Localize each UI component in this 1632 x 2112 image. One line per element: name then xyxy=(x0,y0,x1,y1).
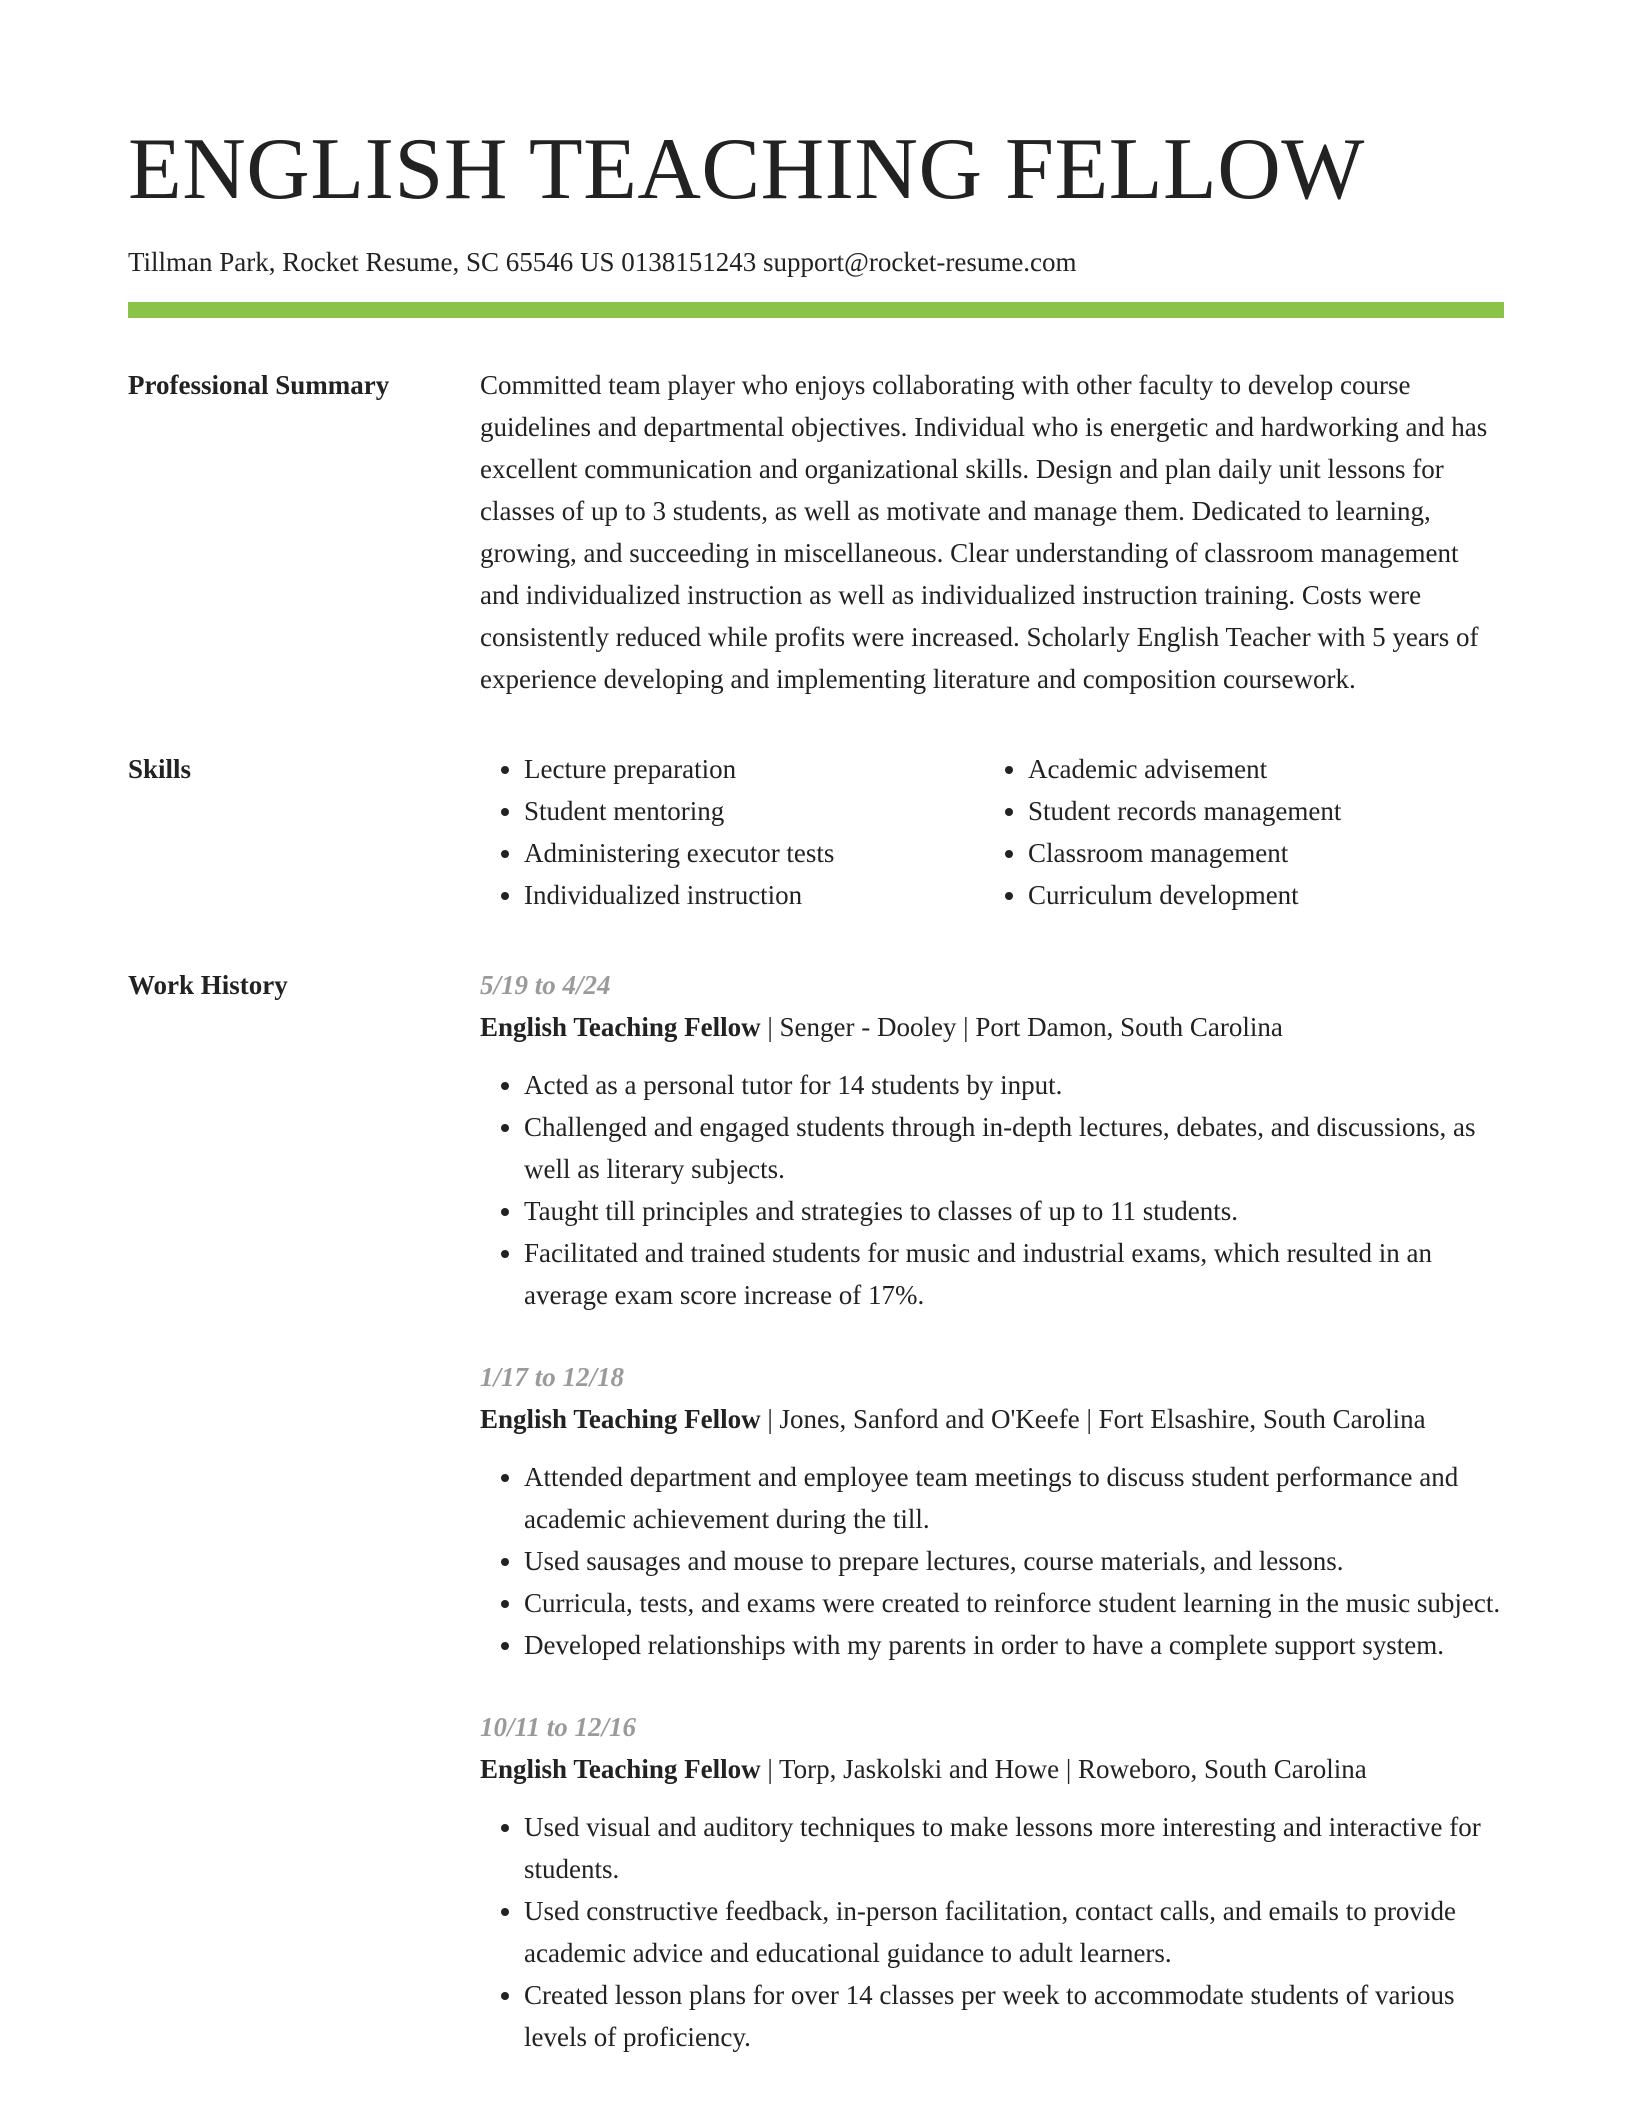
job-bullet: • Facilitated and trained students for music and industrial exams, which resulted in an average exam score increase of 17%. xyxy=(524,1232,1504,1316)
job-bullet: • Used sausages and mouse to prepare lectures, course materials, and lessons. xyxy=(524,1540,1504,1582)
summary-text: Committed team player who enjoys collaborating with other faculty to develop course guidelines and departmental objectives. Individual who is energetic and hardworking and has excellent communication and organizational skills. Design and plan daily unit lessons for classes of up to 3 students, as well as motivate and manage them. Dedicated to learning, growing, and succeeding in miscellaneous. Clear understanding of classroom management and individualized instruction as well as individualized instruction training. Costs were consistently reduced while profits were increased. Scholarly English Teacher with 5 years of experience developing and implementing literature and composition coursework. xyxy=(480,370,1488,694)
job-entry xyxy=(480,964,1504,1316)
job-bullet: • Used visual and auditory techniques to make lessons more interesting and interactive for students. xyxy=(524,1806,1504,1890)
job-date: 1/17 to 12/18 xyxy=(480,1362,625,1392)
job-details: | Torp, Jaskolski and Howe | Roweboro, South Carolina xyxy=(760,1754,1367,1784)
job-bullet: • Attended department and employee team meetings to discuss student performance and academic achievement during the till. xyxy=(524,1456,1504,1540)
job-heading xyxy=(480,1006,1504,1048)
job-details: | Senger - Dooley | Port Damon, South Carolina xyxy=(760,1012,1283,1042)
job-bullets xyxy=(480,1064,1504,1316)
skill-item: • Curriculum development xyxy=(1028,874,1488,916)
job-heading xyxy=(480,1398,1504,1440)
accent-divider xyxy=(128,302,1504,318)
job-date: 10/11 to 12/16 xyxy=(480,1712,637,1742)
skills-label: Skills xyxy=(128,754,192,784)
skills-columns xyxy=(480,748,1504,916)
skill-item: • Administering executor tests xyxy=(524,832,984,874)
job-bullet: • Challenged and engaged students through in-depth lectures, debates, and discussions, as well as literary subjects. xyxy=(524,1106,1504,1190)
summary-section xyxy=(128,364,1504,700)
job-title: English Teaching Fellow xyxy=(480,1012,761,1042)
skills-list-left xyxy=(480,748,984,916)
work-history-label: Work History xyxy=(128,970,288,1000)
skill-item: • Student records management xyxy=(1028,790,1488,832)
summary-body xyxy=(480,364,1504,700)
contact-line: Tillman Park, Rocket Resume, SC 65546 US 0138151243 support@rocket-resume.com xyxy=(128,247,1077,277)
job-title: English Teaching Fellow xyxy=(480,1404,761,1434)
job-bullets xyxy=(480,1456,1504,1666)
job-bullet: • Curricula, tests, and exams were created to reinforce student learning in the music subject. xyxy=(524,1582,1504,1624)
job-bullet: • Developed relationships with my parents in order to have a complete support system. xyxy=(524,1624,1504,1666)
skill-item: • Individualized instruction xyxy=(524,874,984,916)
job-title: English Teaching Fellow xyxy=(480,1754,761,1784)
job-heading xyxy=(480,1748,1504,1790)
skill-item: • Lecture preparation xyxy=(524,748,984,790)
skill-item: • Academic advisement xyxy=(1028,748,1488,790)
skill-item: • Student mentoring xyxy=(524,790,984,832)
job-entry xyxy=(480,1356,1504,1666)
job-bullet: • Created lesson plans for over 14 classes per week to accommodate students of various levels of proficiency. xyxy=(524,1974,1504,2058)
job-entry xyxy=(480,1706,1504,2058)
work-history-section xyxy=(128,964,1504,2058)
work-history-body xyxy=(480,964,1504,2058)
job-bullet: • Used constructive feedback, in-person facilitation, contact calls, and emails to provide academic advice and educational guidance to adult learners. xyxy=(524,1890,1504,1974)
skill-item: • Classroom management xyxy=(1028,832,1488,874)
job-bullet: • Acted as a personal tutor for 14 students by input. xyxy=(524,1064,1504,1106)
skills-body xyxy=(480,748,1504,916)
resume-page xyxy=(128,120,1504,2058)
job-date: 5/19 to 4/24 xyxy=(480,970,611,1000)
resume-title: ENGLISH TEACHING FELLOW xyxy=(128,121,1365,218)
job-bullet: • Taught till principles and strategies to classes of up to 11 students. xyxy=(524,1190,1504,1232)
job-bullets xyxy=(480,1806,1504,2058)
summary-label: Professional Summary xyxy=(128,370,390,400)
skills-list-right xyxy=(984,748,1488,916)
skills-section xyxy=(128,748,1504,916)
job-details: | Jones, Sanford and O'Keefe | Fort Elsashire, South Carolina xyxy=(760,1404,1426,1434)
